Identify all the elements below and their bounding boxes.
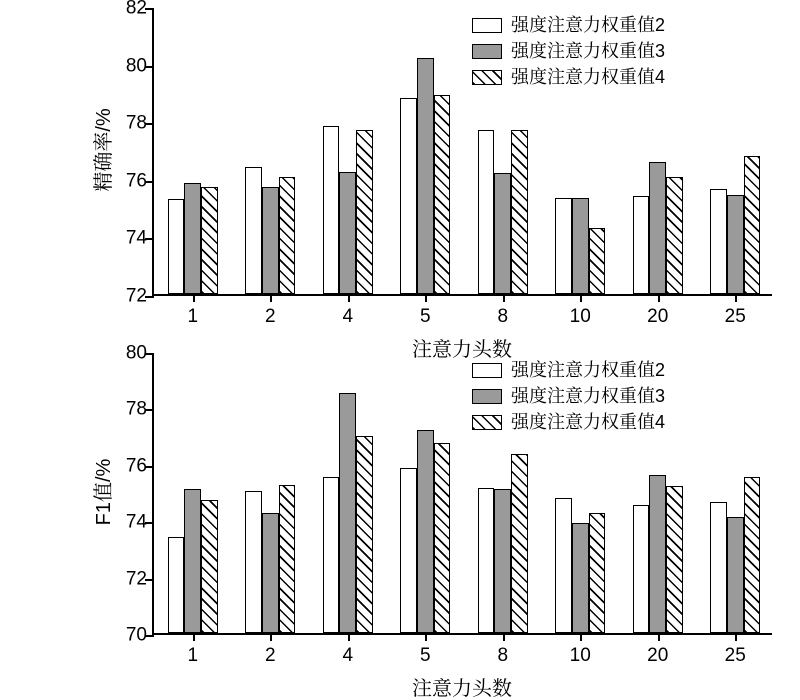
plot-area-precision <box>125 0 772 327</box>
x-tick-label: 4 <box>342 306 354 327</box>
x-tick-label: 1 <box>187 306 199 327</box>
y-tick-label: 76 <box>125 455 147 477</box>
x-tick-label: 20 <box>647 306 669 327</box>
bar <box>262 513 279 633</box>
x-tick <box>503 633 505 641</box>
bar <box>494 173 511 294</box>
y-tick-label: 76 <box>125 170 147 192</box>
x-tick-label: 10 <box>569 306 591 327</box>
x-tick-label: 2 <box>264 306 276 327</box>
x-tick <box>425 633 427 641</box>
x-tick <box>580 294 582 302</box>
x-tick <box>193 633 195 641</box>
bar <box>494 489 511 633</box>
bar <box>744 156 761 294</box>
bar <box>339 393 356 633</box>
bar <box>666 177 683 294</box>
y-tick-label: 72 <box>125 285 147 307</box>
legend-item <box>472 12 665 38</box>
legend-f1 <box>472 357 665 435</box>
y-tick-label: 78 <box>125 112 147 134</box>
bar <box>168 199 185 294</box>
legend-label: 强度注意力权重值2 <box>511 360 666 380</box>
legend-swatch <box>472 70 502 85</box>
bar <box>417 430 434 633</box>
bar <box>168 537 185 633</box>
x-tick <box>193 294 195 302</box>
bar <box>339 172 356 294</box>
x-tick <box>270 294 272 302</box>
bar <box>649 162 666 294</box>
y-tick-label: 74 <box>125 227 147 249</box>
y-tick-label: 82 <box>125 0 147 19</box>
bar <box>555 498 572 633</box>
bar <box>434 95 451 294</box>
legend-label: 强度注意力权重值4 <box>511 412 666 432</box>
x-tick <box>348 294 350 302</box>
x-tick <box>580 633 582 641</box>
y-tick-label: 74 <box>125 511 147 533</box>
bar <box>666 486 683 633</box>
bar <box>356 130 373 294</box>
bar <box>201 500 218 633</box>
bar <box>245 167 262 294</box>
bars-precision <box>154 8 772 294</box>
x-tick <box>735 294 737 302</box>
legend-item <box>472 64 665 90</box>
bar <box>279 485 296 633</box>
bar <box>279 177 296 294</box>
bar <box>589 228 606 294</box>
legend-swatch <box>472 44 502 59</box>
bar <box>727 517 744 633</box>
bar <box>184 489 201 633</box>
legend-swatch <box>472 415 502 430</box>
bar <box>710 189 727 294</box>
bar <box>727 195 744 294</box>
x-axis-label-f1: 注意力头数 <box>412 678 512 700</box>
bar <box>323 126 340 294</box>
bar <box>400 98 417 294</box>
bar <box>245 491 262 633</box>
bar <box>633 196 650 294</box>
legend-label: 强度注意力权重值3 <box>511 41 666 61</box>
x-tick-label: 8 <box>497 306 509 327</box>
y-tick-label: 72 <box>125 568 147 590</box>
bar <box>511 454 528 633</box>
bar <box>478 488 495 633</box>
bar <box>633 505 650 633</box>
y-tick-label: 70 <box>125 624 147 646</box>
x-tick <box>658 294 660 302</box>
bar <box>572 198 589 294</box>
x-tick <box>503 294 505 302</box>
legend-item <box>472 383 665 409</box>
legend-swatch <box>472 18 502 33</box>
legend-label: 强度注意力权重值2 <box>511 15 666 35</box>
y-tick-label: 80 <box>125 342 147 364</box>
legend-swatch <box>472 363 502 378</box>
x-tick <box>735 633 737 641</box>
bar <box>356 436 373 633</box>
y-tick-label: 80 <box>125 55 147 77</box>
bar <box>589 513 606 633</box>
x-tick-label: 2 <box>264 645 276 666</box>
x-tick <box>658 633 660 641</box>
legend-precision <box>472 12 665 90</box>
legend-label: 强度注意力权重值4 <box>511 67 666 87</box>
bar <box>400 468 417 633</box>
legend-label: 强度注意力权重值3 <box>511 386 666 406</box>
x-tick-label: 5 <box>419 645 431 666</box>
bar <box>649 475 666 633</box>
x-tick-label: 4 <box>342 645 354 666</box>
x-tick-label: 10 <box>569 645 591 666</box>
bar <box>262 187 279 294</box>
legend-item <box>472 38 665 64</box>
y-axis-label-f1: F1值/% <box>93 458 115 526</box>
bars-f1 <box>154 353 772 633</box>
x-tick <box>270 633 272 641</box>
bar <box>201 187 218 294</box>
legend-swatch <box>472 389 502 404</box>
bar <box>710 502 727 633</box>
y-axis-label-precision: 精确率/% <box>93 108 115 192</box>
bar <box>555 198 572 294</box>
bar <box>744 477 761 634</box>
bar <box>434 443 451 633</box>
x-tick-label: 1 <box>187 645 199 666</box>
x-tick-label: 25 <box>724 306 746 327</box>
chart-f1 <box>0 342 800 700</box>
bar <box>511 130 528 294</box>
x-tick-label: 20 <box>647 645 669 666</box>
x-tick-label: 8 <box>497 645 509 666</box>
x-axis-label-precision: 注意力头数 <box>412 339 512 361</box>
x-tick-label: 25 <box>724 645 746 666</box>
bar <box>417 58 434 294</box>
x-tick <box>348 633 350 641</box>
x-tick-label: 5 <box>419 306 431 327</box>
bar <box>572 523 589 633</box>
y-tick-label: 78 <box>125 398 147 420</box>
bar <box>478 130 495 294</box>
bar <box>184 183 201 294</box>
legend-item <box>472 357 665 383</box>
bar <box>323 477 340 634</box>
legend-item <box>472 409 665 435</box>
x-tick <box>425 294 427 302</box>
